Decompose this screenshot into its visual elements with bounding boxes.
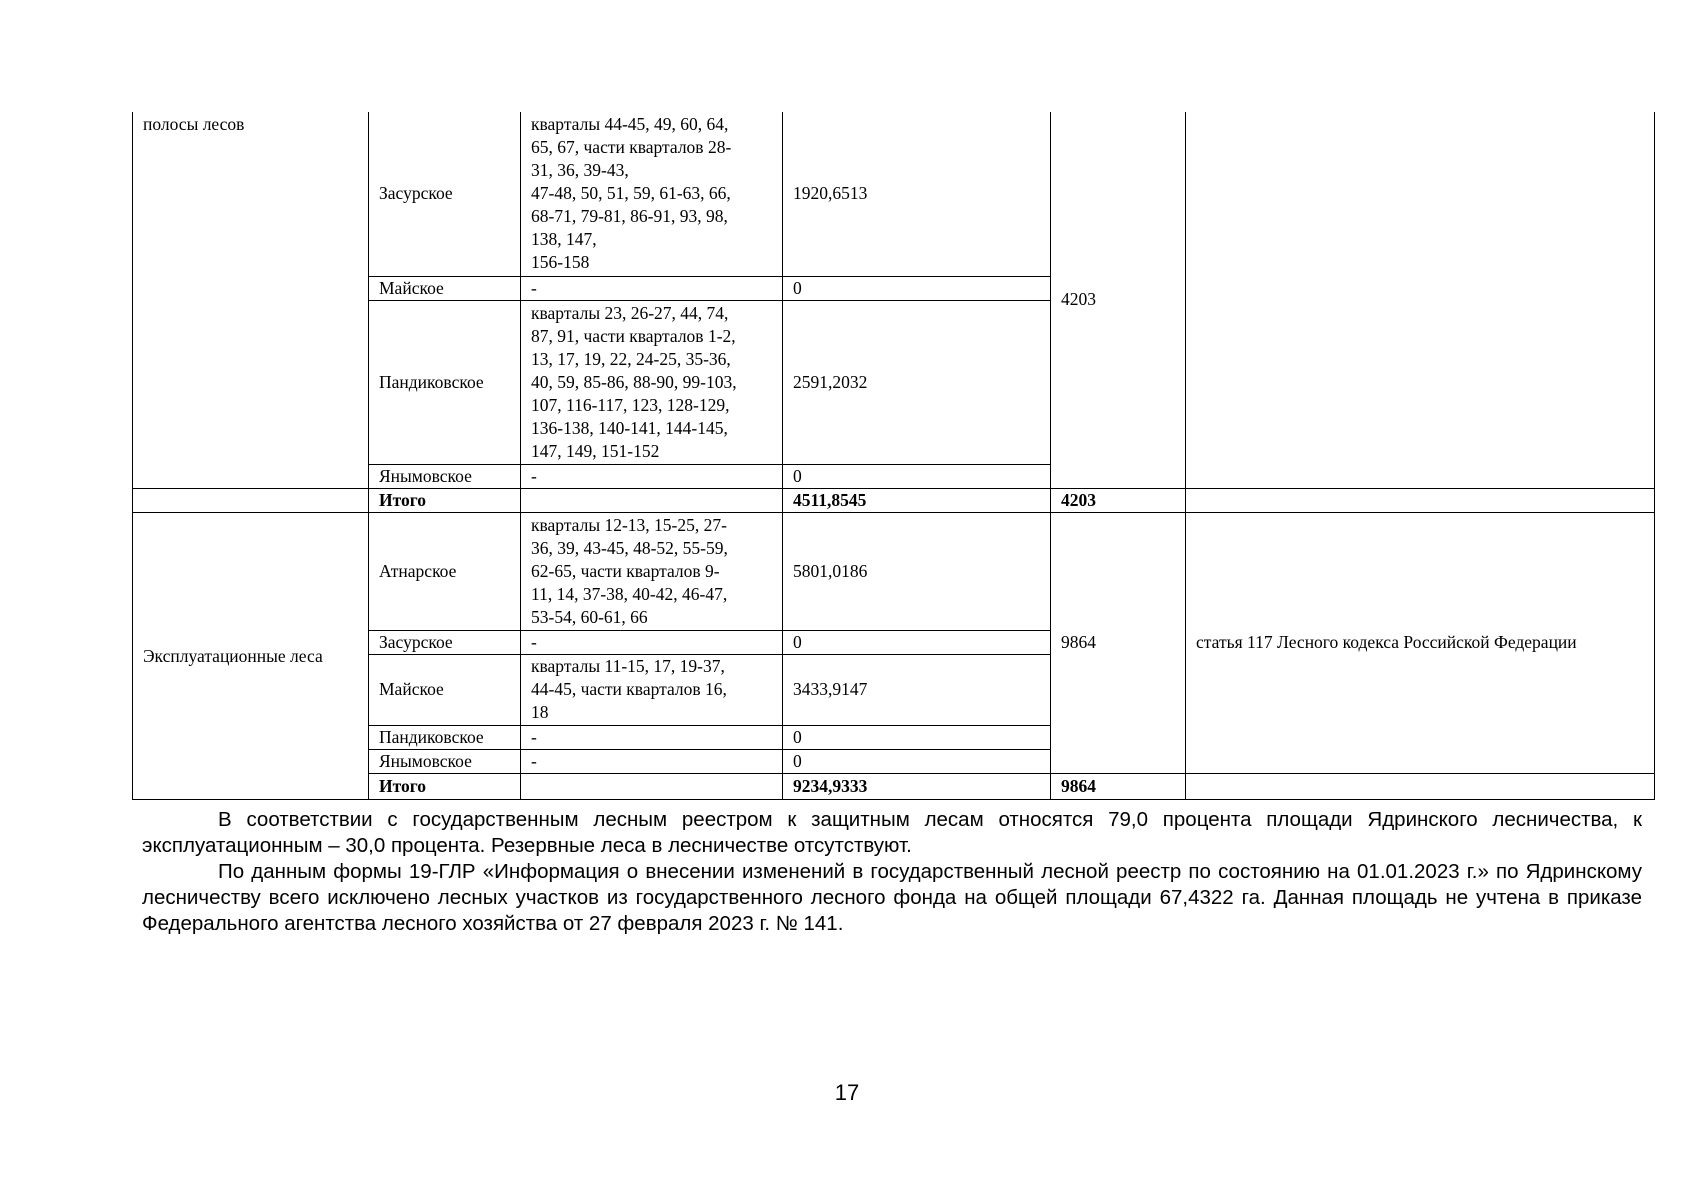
basis-cell	[1186, 112, 1655, 488]
quarters-cell: -	[521, 749, 783, 773]
quarters-cell: -	[521, 725, 783, 749]
area-cell: 1920,6513	[783, 112, 1051, 276]
forest-category-table	[132, 112, 1655, 800]
total-area-value: 9234,9333	[783, 773, 1051, 799]
quarters-cell: -	[521, 464, 783, 488]
area-cell: 0	[783, 464, 1051, 488]
forestry-cell: Майское	[369, 276, 521, 300]
area-cell: 3433,9147	[783, 654, 1051, 725]
paragraph: В соответствии с государственным лесным реестром к защитным лесам относятся 79,0 процента площади Ядринского лесничества, к эксплуатационным – 30,0 процента. Резервные леса в лесничестве отсутствуют.	[142, 808, 1642, 857]
forestry-cell: Атнарское	[369, 512, 521, 630]
empty-cell	[521, 773, 783, 799]
empty-cell	[521, 488, 783, 512]
quarters-cell: кварталы 44-45, 49, 60, 64, 65, 67, части кварталов 28- 31, 36, 39-43, 47-48, 50, 51, 59, 61-63, 66, 68-71, 79-81, 86-91, 93, 98, 138, 147, 156-158	[521, 112, 783, 276]
table-row	[133, 512, 1655, 630]
quarters-cell: -	[521, 630, 783, 654]
basis-cell: статья 117 Лесного кодекса Российской Федерации	[1186, 512, 1655, 773]
total-area-cell: 9864	[1051, 512, 1186, 773]
empty-cell	[1186, 773, 1655, 799]
forestry-cell: Янымовское	[369, 749, 521, 773]
quarters-cell: кварталы 23, 26-27, 44, 74, 87, 91, части кварталов 1-2, 13, 17, 19, 22, 24-25, 35-36, 40, 59, 85-86, 88-90, 99-103, 107, 116-117, 123, 128-129, 136-138, 140-141, 144-145, 147, 149, 151-152	[521, 300, 783, 464]
table-total-row	[133, 488, 1655, 512]
body-text	[142, 807, 1642, 937]
empty-cell	[1186, 488, 1655, 512]
forestry-cell: Янымовское	[369, 464, 521, 488]
area-cell: 0	[783, 276, 1051, 300]
forestry-cell: Пандиковское	[369, 300, 521, 464]
total-category-area: 9864	[1051, 773, 1186, 799]
paragraph: По данным формы 19-ГЛР «Информация о внесении изменений в государственный лесной реестр по состоянию на 01.01.2023 г.» по Ядринскому лесничеству всего исключено лесных участков из государственного лесного фонда на общей площади 67,4322 га. Данная площадь не учтена в приказе Федерального агентства лесного хозяйства от 27 февраля 2023 г. № 141.	[142, 860, 1642, 935]
area-cell: 0	[783, 725, 1051, 749]
forestry-cell: Засурское	[369, 630, 521, 654]
total-label: Итого	[369, 773, 521, 799]
area-cell: 0	[783, 630, 1051, 654]
forestry-cell: Засурское	[369, 112, 521, 276]
area-cell: 2591,2032	[783, 300, 1051, 464]
area-cell: 5801,0186	[783, 512, 1051, 630]
total-area-value: 4511,8545	[783, 488, 1051, 512]
quarters-cell: -	[521, 276, 783, 300]
table-row	[133, 112, 1655, 276]
quarters-cell: кварталы 12-13, 15-25, 27- 36, 39, 43-45, 48-52, 55-59, 62-65, части кварталов 9- 11, 14, 37-38, 40-42, 46-47, 53-54, 60-61, 66	[521, 512, 783, 630]
category-cell: Эксплуатационные леса	[133, 512, 369, 799]
quarters-cell: кварталы 11-15, 17, 19-37, 44-45, части кварталов 16, 18	[521, 654, 783, 725]
total-label: Итого	[369, 488, 521, 512]
empty-cell	[133, 488, 369, 512]
total-area-cell: 4203	[1051, 112, 1186, 488]
area-cell: 0	[783, 749, 1051, 773]
forestry-cell: Пандиковское	[369, 725, 521, 749]
category-cell: полосы лесов	[133, 112, 369, 488]
page-number: 17	[834, 1080, 860, 1105]
total-category-area: 4203	[1051, 488, 1186, 512]
forestry-cell: Майское	[369, 654, 521, 725]
